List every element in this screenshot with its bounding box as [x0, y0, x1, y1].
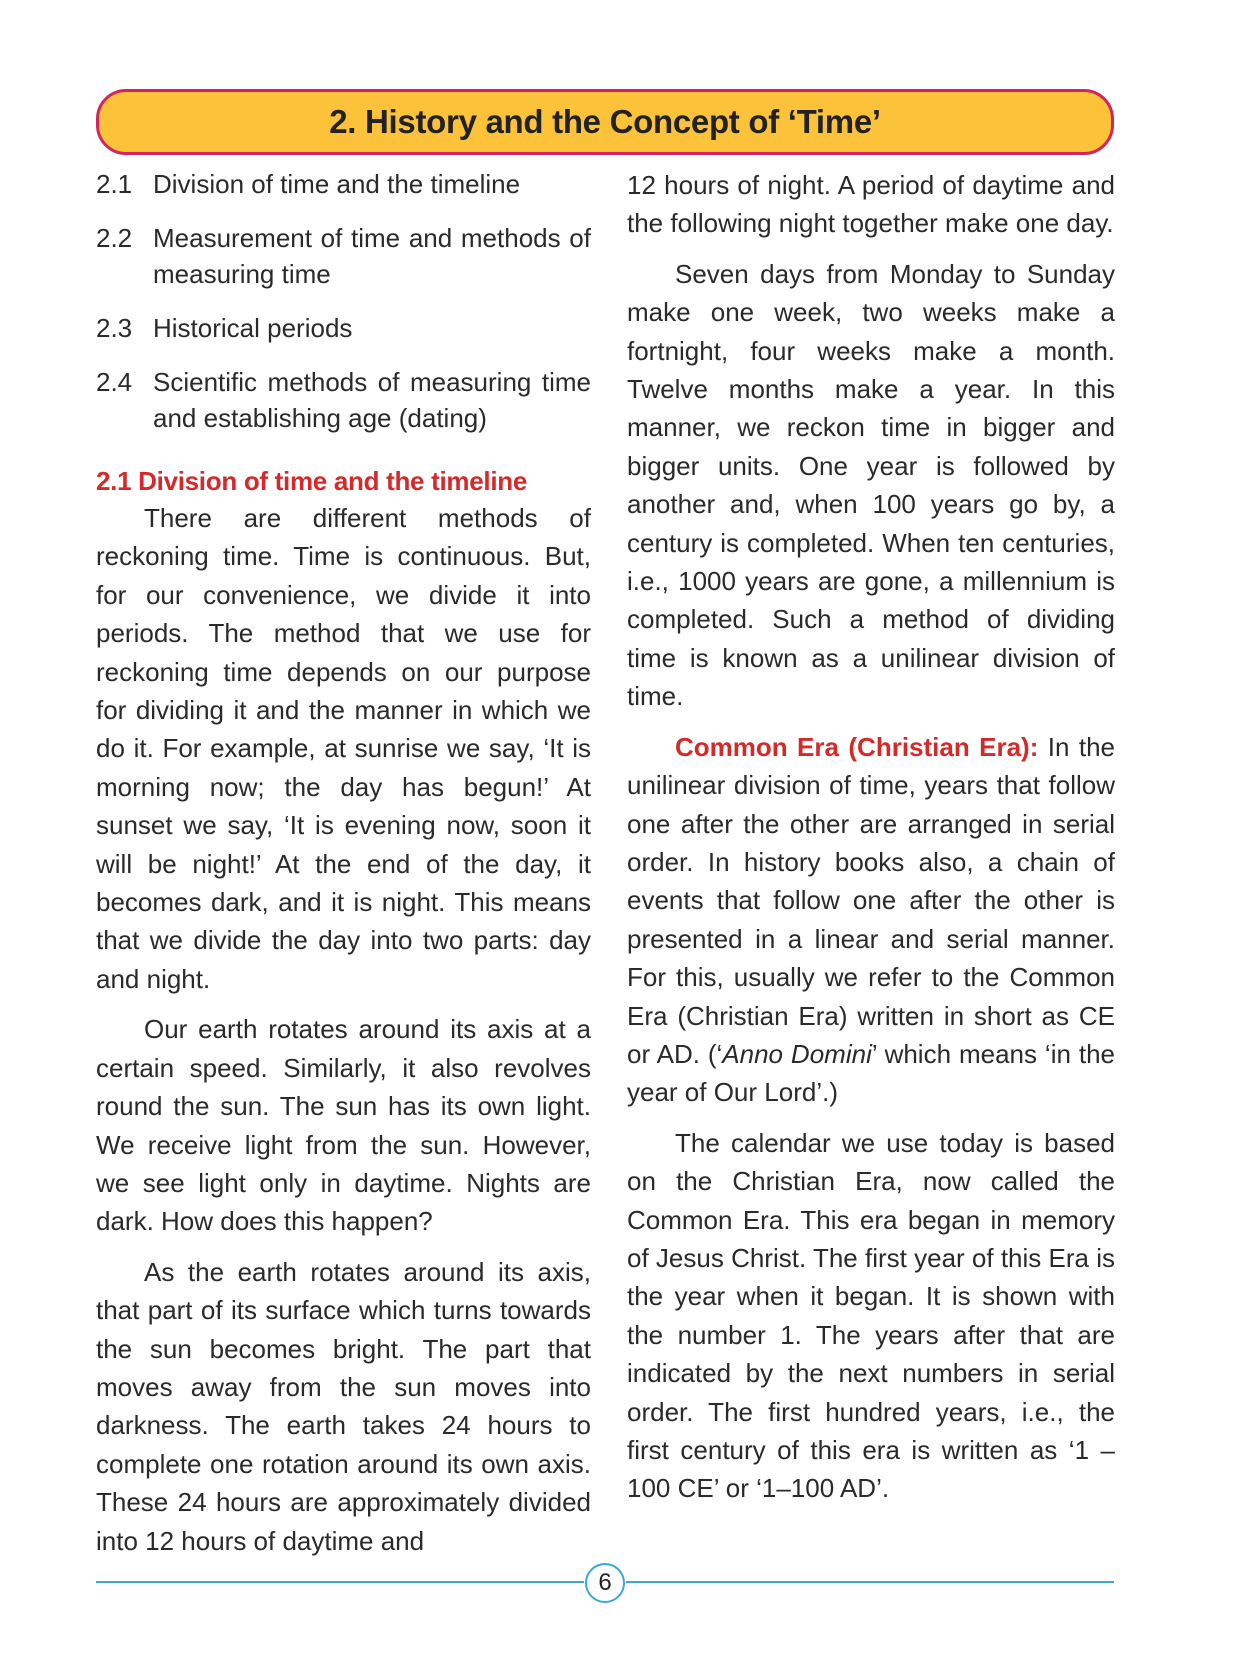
right-column — [627, 166, 1115, 1520]
common-era-label: Common Era (Christian Era): — [675, 731, 1039, 762]
toc-text: Historical periods — [153, 313, 353, 343]
toc-text: Measurement of time and methods of measuring time — [153, 223, 591, 289]
left-column — [96, 166, 591, 1572]
toc-item — [96, 310, 591, 346]
paragraph: The calendar we use today is based on the Christian Era, now called the Common Era. This era began in memory of Jesus Christ. The first year of this Era is the year when it began. It is shown with the number 1. The years after that are indicated by the next numbers in serial order. The first hundred years, i.e., the first century of this era is written as ‘1 – 100 CE’ or ‘1–100 AD’. — [627, 1127, 1115, 1504]
toc-number: 2.3 — [96, 313, 133, 343]
paragraph-continuation: 12 hours of night. A period of daytime and the following night together make one day. — [627, 170, 1115, 239]
toc-text: Division of time and the timeline — [153, 169, 521, 199]
toc-number: 2.4 — [96, 367, 133, 397]
toc-text: Scientific methods of measuring time and establishing age (dating) — [153, 367, 591, 433]
footer-rule — [626, 1581, 1114, 1583]
toc-item — [96, 220, 591, 292]
chapter-title: 2. History and the Concept of ‘Time’ — [329, 103, 881, 140]
paragraph: There are different methods of reckoning time. Time is continuous. But, for our convenience, we divide it into periods. The method that we use for reckoning time depends on our purpose for dividing it and the manner in which we do it. For example, at sunrise we say, ‘It is morning now; the day has begun!’ At sunset we say, ‘It is evening now, soon it will be night!’ At the end of the day, it becomes dark, and it is night. This means that we divide the day into two parts: day and night. — [96, 503, 591, 994]
toc-item — [96, 364, 591, 436]
paragraph-common-era — [627, 728, 1115, 1112]
page-number: 6 — [585, 1563, 625, 1603]
toc-number: 2.1 — [96, 169, 133, 199]
common-era-text-end: ’ which means ‘in the year of Our Lord’.) — [627, 1038, 1115, 1108]
chapter-title-banner — [96, 89, 1114, 155]
common-era-text: In the unilinear division of time, years that follow one after the other are arranged in serial order. In history books also, a chain of events that follow one after the other is presented in a linear and serial manner. For this, usually we refer to the Common Era (Christian Era) written in short as CE or AD. (‘ — [627, 731, 1116, 1069]
section-heading: 2.1 Division of time and the timeline — [96, 466, 527, 496]
footer-rule — [96, 1581, 584, 1583]
toc-number: 2.2 — [96, 223, 133, 253]
paragraph: Seven days from Monday to Sunday make one week, two weeks make a fortnight, four weeks make a month. Twelve months make a year. In this manner, we reckon time in bigger and bigger units. One year is followed by another and, when 100 years go by, a century is completed. When ten centuries, i.e., 1000 years are gone, a millennium is completed. Such a method of dividing time is known as a unilinear division of time. — [627, 258, 1115, 712]
paragraph: Our earth rotates around its axis at a certain speed. Similarly, it also revolves round the sun. The sun has its own light. We receive light from the sun. However, we see light only in daytime. Nights are dark. How does this happen? — [96, 1014, 591, 1237]
table-of-contents — [96, 166, 591, 436]
toc-item — [96, 166, 591, 202]
anno-domini-term: Anno Domini — [722, 1038, 872, 1069]
paragraph: As the earth rotates around its axis, that part of its surface which turns towards the sun becomes bright. The part that moves away from the sun moves into darkness. The earth takes 24 hours to complete one rotation around its own axis. These 24 hours are approximately divided into 12 hours of daytime and — [96, 1256, 591, 1556]
